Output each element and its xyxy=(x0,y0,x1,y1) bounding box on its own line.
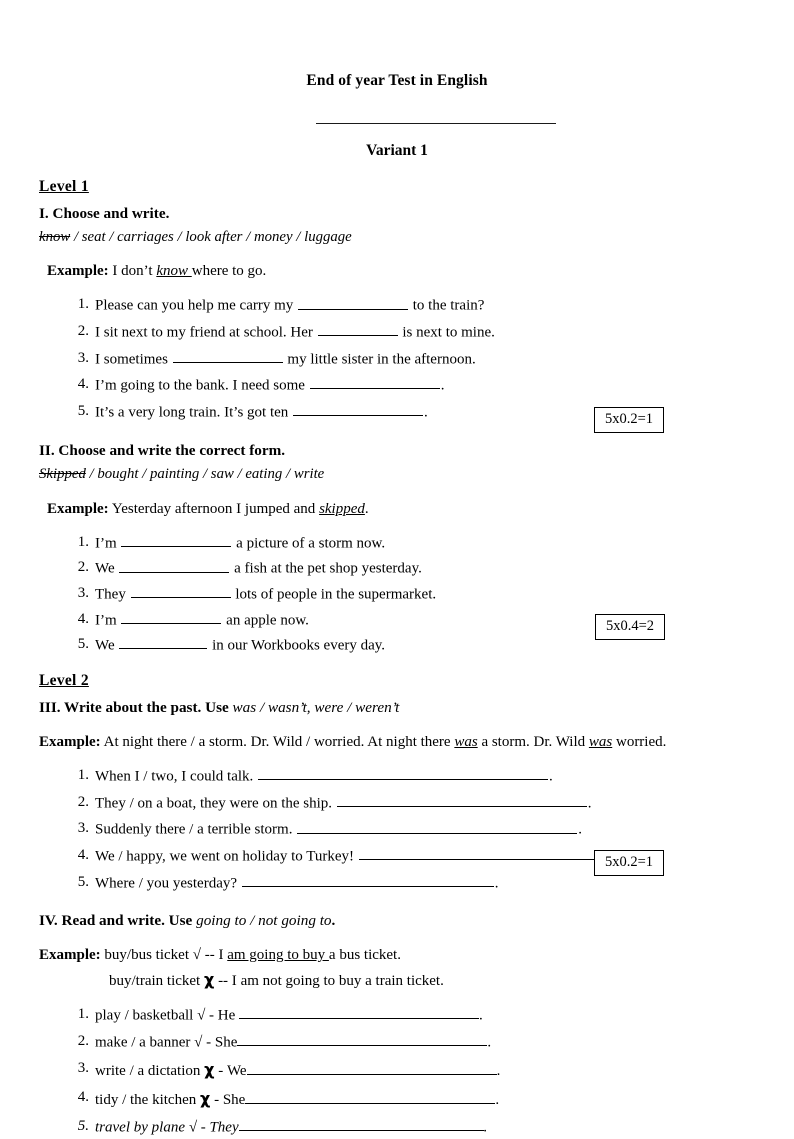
item-prompt: tidy / the kitchen xyxy=(95,1091,200,1108)
example-answer: skipped xyxy=(319,500,365,517)
item-prompt: write / a dictation xyxy=(95,1063,205,1080)
section-II-wordbank xyxy=(39,464,754,486)
exercise-item xyxy=(95,1058,754,1083)
wordbank-remaining-words: / bought / painting / saw / eating / write xyxy=(89,466,325,483)
answer-blank[interactable] xyxy=(173,348,283,363)
example-answer-2: was xyxy=(588,734,613,751)
score-box-section-II: 5x0.4=2 xyxy=(595,614,665,640)
item-dash: - xyxy=(214,1063,227,1080)
example-text-3: worried. xyxy=(612,734,667,751)
exercise-content xyxy=(39,160,754,1139)
check-icon: √ xyxy=(197,1007,206,1023)
item-text-before: Where / you yesterday? xyxy=(95,874,241,891)
example-prompt: buy/bus ticket xyxy=(104,946,193,963)
item-subject: She xyxy=(214,1034,238,1051)
section-I-items xyxy=(39,294,754,424)
answer-blank[interactable] xyxy=(121,532,231,547)
section-I-heading: I. Choose and write. xyxy=(39,204,170,222)
item-text-after: in our Workbooks every day. xyxy=(208,637,386,654)
exercise-item xyxy=(95,792,754,815)
section-IV-heading-italic: going to / not going to xyxy=(196,911,332,929)
example-separator: -- I xyxy=(200,946,228,963)
example-label: Example: xyxy=(47,500,109,517)
item-subject: We xyxy=(226,1063,247,1080)
example-text-2: a storm. Dr. Wild xyxy=(477,734,589,751)
item-text-after: lots of people in the supermarket. xyxy=(231,586,437,603)
check-icon: √ xyxy=(192,946,201,963)
answer-blank[interactable] xyxy=(318,321,398,336)
section-IV-example-line-2 xyxy=(109,968,754,993)
answer-blank[interactable] xyxy=(131,583,231,598)
item-text-after: . xyxy=(479,1007,483,1023)
answer-blank[interactable] xyxy=(247,1060,497,1075)
page-title: End of year Test in English xyxy=(306,72,488,89)
example-answer: know xyxy=(156,263,192,280)
example-prompt: buy/train ticket xyxy=(109,972,204,989)
item-text-after: a fish at the pet shop yesterday. xyxy=(230,560,422,577)
exercise-item xyxy=(95,557,754,580)
example-label: Example: xyxy=(39,734,101,751)
example-text-after: where to go. xyxy=(191,263,267,280)
check-icon: √ xyxy=(194,1034,203,1051)
exercise-item xyxy=(95,1087,754,1112)
exercise-item xyxy=(95,1031,754,1054)
item-text-before: When I / two, I could talk. xyxy=(95,768,258,785)
item-text-before: I sit next to my friend at school. Her xyxy=(95,324,317,341)
example-answer: am going to buy xyxy=(227,946,329,963)
cross-icon: χ xyxy=(203,969,215,989)
answer-blank[interactable] xyxy=(297,818,577,833)
item-text-after: . xyxy=(578,821,582,838)
item-subject: She xyxy=(222,1091,246,1108)
item-text-after: . xyxy=(494,874,499,891)
level-2-heading: Level 2 xyxy=(39,672,89,690)
item-prompt: play / basketball xyxy=(95,1007,198,1023)
wordbank-struck-word: know xyxy=(39,228,71,245)
item-text-before: Suddenly there / a terrible storm. xyxy=(95,821,297,838)
item-text-after: . xyxy=(487,1034,492,1051)
item-prompt: travel by plane xyxy=(95,1119,189,1136)
section-IV xyxy=(39,910,754,1139)
item-dash: - xyxy=(196,1119,210,1136)
item-text-before: It’s a very long train. It’s got ten xyxy=(95,404,293,421)
item-text-after: my little sister in the afternoon. xyxy=(283,350,476,367)
answer-blank[interactable] xyxy=(258,765,548,780)
item-dash: - xyxy=(210,1091,223,1108)
answer-blank[interactable] xyxy=(239,1116,484,1131)
section-III-heading xyxy=(39,697,754,719)
section-III-heading-bold: III. Write about the past. Use xyxy=(39,699,233,716)
answer-blank[interactable] xyxy=(298,294,408,309)
score-box-section-I: 5x0.2=1 xyxy=(594,407,664,433)
level-2-block xyxy=(39,670,754,695)
exercise-item xyxy=(95,532,754,555)
example-text-before: Yesterday afternoon I jumped and xyxy=(111,500,320,517)
item-text-before: We / happy, we went on holiday to Turkey! xyxy=(95,848,358,865)
item-text-before: We xyxy=(95,560,119,577)
item-text-before: I’m xyxy=(95,534,121,551)
wordbank-remaining-words: / seat / carriages / look after / money / luggage xyxy=(73,228,352,245)
section-I-example xyxy=(47,261,754,283)
item-text-before: I’m going to the bank. I need some xyxy=(95,377,309,394)
item-text-after: a picture of a storm now. xyxy=(232,534,386,551)
answer-blank[interactable] xyxy=(293,401,423,416)
answer-blank[interactable] xyxy=(239,1004,479,1019)
example-answer-1: was xyxy=(454,734,478,751)
answer-blank[interactable] xyxy=(245,1089,495,1104)
check-icon: √ xyxy=(188,1119,197,1136)
section-I-wordbank xyxy=(39,227,754,249)
item-subject: He xyxy=(217,1007,240,1023)
item-text-before: I sometimes xyxy=(95,350,172,367)
answer-blank[interactable] xyxy=(242,872,494,887)
exercise-item xyxy=(95,765,754,788)
example-text-before: I don’t xyxy=(112,263,157,280)
item-text-after: . xyxy=(440,377,445,394)
example-answer: am not going to buy xyxy=(240,972,362,989)
section-II-heading: II. Choose and write the correct form. xyxy=(39,442,286,459)
item-text-after: . xyxy=(495,1091,500,1108)
item-text-after: an apple now. xyxy=(222,611,309,628)
item-text-after: to the train? xyxy=(409,297,485,314)
example-text-after: a train ticket. xyxy=(361,972,444,989)
section-IV-items xyxy=(39,1004,754,1139)
item-text-before: Please can you help me carry my xyxy=(95,297,298,314)
level-1-block xyxy=(39,160,754,201)
section-IV-heading xyxy=(39,910,754,932)
example-text-after: a bus ticket. xyxy=(328,946,401,963)
exercise-item xyxy=(95,374,754,397)
item-text-after: is next to mine. xyxy=(398,324,495,341)
exercise-item xyxy=(95,294,754,317)
answer-blank[interactable] xyxy=(310,374,440,389)
item-text-after: . xyxy=(424,404,428,421)
item-text-before: They / on a boat, they were on the ship. xyxy=(95,794,336,811)
cross-icon: χ xyxy=(199,1088,211,1108)
title-divider-wrap xyxy=(0,118,794,130)
variant-label: Variant 1 xyxy=(366,142,428,159)
example-label: Example: xyxy=(47,263,109,280)
item-text-before: I’m xyxy=(95,611,121,628)
answer-blank[interactable] xyxy=(121,609,221,624)
answer-blank[interactable] xyxy=(337,792,587,807)
item-text-after: . xyxy=(587,794,592,811)
item-text-before: We xyxy=(95,637,119,654)
exercise-item xyxy=(95,321,754,344)
item-subject: They xyxy=(209,1119,239,1136)
section-IV-heading-tail: . xyxy=(331,911,336,929)
exercise-item xyxy=(95,348,754,371)
answer-blank[interactable] xyxy=(119,557,229,572)
item-text-before: They xyxy=(95,586,130,603)
exercise-item xyxy=(95,1004,754,1027)
item-dash: - xyxy=(202,1034,215,1051)
answer-blank[interactable] xyxy=(237,1031,487,1046)
cross-icon: χ xyxy=(204,1060,215,1080)
section-IV-heading-bold: IV. Read and write. Use xyxy=(39,911,197,929)
exercise-item xyxy=(95,583,754,606)
exercise-item xyxy=(95,1116,754,1139)
example-text-after: . xyxy=(364,500,369,517)
section-IV-example-line-1 xyxy=(39,945,754,967)
answer-blank[interactable] xyxy=(119,634,207,649)
exercise-item xyxy=(95,818,754,841)
section-III-heading-italic: was / wasn’t, were / weren’t xyxy=(232,699,400,716)
wordbank-struck-word: Skipped xyxy=(39,466,86,483)
example-text-1: At night there / a storm. Dr. Wild / worried. At night there xyxy=(103,734,455,751)
item-dash: - xyxy=(205,1007,218,1023)
item-text-after: . xyxy=(549,768,553,785)
section-II-example xyxy=(47,499,754,521)
item-text-after: . xyxy=(496,1063,501,1080)
example-separator: -- I xyxy=(214,972,241,989)
example-label: Example: xyxy=(39,946,101,963)
title-divider xyxy=(316,123,556,124)
item-text-after: . xyxy=(483,1119,488,1136)
section-III-example xyxy=(39,732,754,754)
level-1-heading: Level 1 xyxy=(39,178,89,195)
score-box-section-III: 5x0.2=1 xyxy=(594,850,664,876)
section-I xyxy=(39,203,754,424)
item-prompt: make / a banner xyxy=(95,1034,195,1051)
